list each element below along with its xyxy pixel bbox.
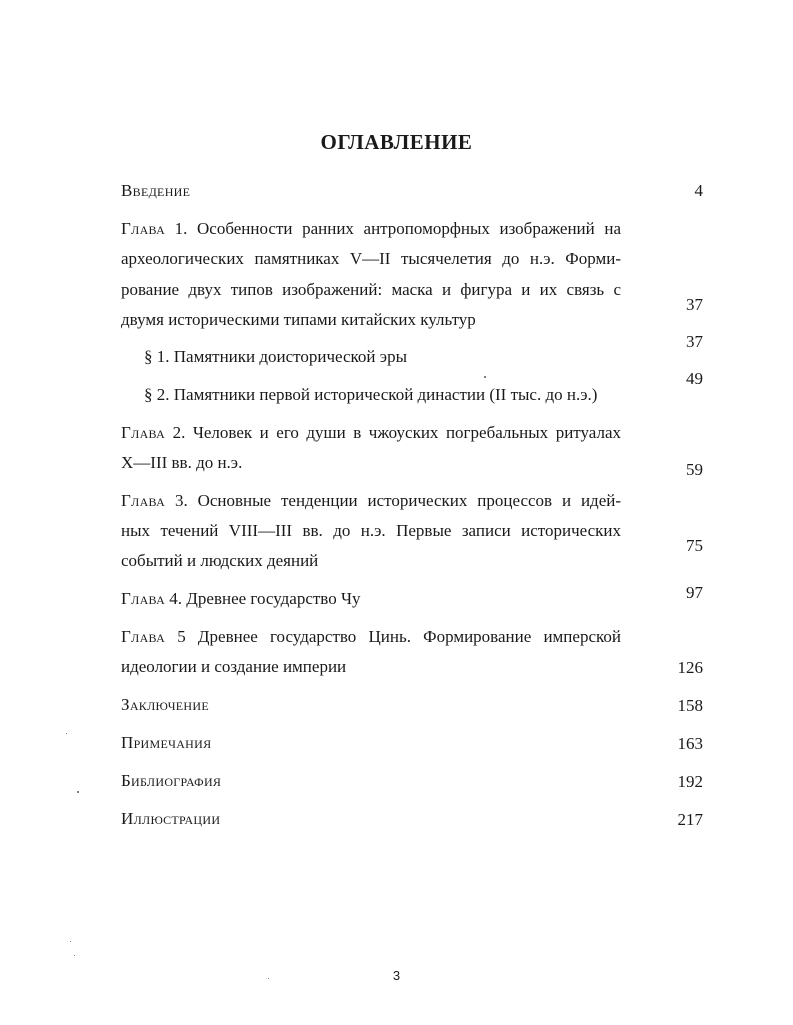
toc-page-illustrations: 217 bbox=[677, 810, 703, 829]
toc-entry-bibliography[interactable]: Библиография bbox=[121, 771, 222, 790]
toc-entry-ch4[interactable] bbox=[121, 588, 361, 610]
chapter-prefix: Глава bbox=[121, 627, 166, 646]
toc-page-ch2: 59 bbox=[686, 460, 703, 479]
toc-page-intro: 4 bbox=[694, 181, 703, 200]
toc-entry-ch5-text: 5 Древнее государство Цинь. Формирование имперской bbox=[165, 627, 621, 646]
chapter-prefix: Глава bbox=[121, 423, 166, 442]
toc-entry-ch2-text: 2. Человек и его души в чжоуских погребальных ритуалах bbox=[165, 423, 621, 442]
toc-page-ch5: 126 bbox=[677, 658, 703, 677]
toc-entry-ch1-line1[interactable] bbox=[121, 218, 621, 240]
chapter-prefix: Глава bbox=[121, 589, 166, 608]
scan-speck bbox=[66, 733, 67, 734]
toc-entry-intro[interactable]: Введение bbox=[121, 181, 191, 200]
toc-entry-ch2-line1[interactable] bbox=[121, 422, 621, 444]
chapter-prefix: Глава bbox=[121, 491, 166, 510]
toc-entry-sec2[interactable]: § 2. Памятники первой исторической династии (II тыс. до н.э.) bbox=[144, 385, 598, 404]
toc-entry-ch4-text: 4. Древнее государство Чу bbox=[165, 589, 361, 608]
scan-speck bbox=[74, 955, 75, 956]
toc-entry-ch1-line4[interactable]: двумя историческими типами китайских культур bbox=[121, 310, 476, 329]
scan-speck bbox=[77, 791, 79, 793]
toc-page-sec2: 49 bbox=[686, 369, 703, 388]
toc-entry-illustrations[interactable]: Иллюстрации bbox=[121, 809, 221, 828]
toc-entry-ch1-line2[interactable]: археологических памятниках V—II тысячелетия до н.э. Форми- bbox=[121, 249, 621, 268]
toc-entry-notes[interactable]: Примечания bbox=[121, 733, 212, 752]
toc-entry-ch5-line2[interactable]: идеологии и создание империи bbox=[121, 657, 347, 676]
toc-page-bibliography: 192 bbox=[677, 772, 703, 791]
toc-entry-ch3-text: 3. Основные тенденции исторических процессов и идей- bbox=[165, 491, 621, 510]
toc-entry-ch3-line3[interactable]: событий и людских деяний bbox=[121, 551, 319, 570]
toc-entry-ch3-line2[interactable]: ных течений VIII—III вв. до н.э. Первые записи исторических bbox=[121, 521, 621, 540]
toc-entry-ch5-line1[interactable] bbox=[121, 626, 621, 648]
toc-entry-conclusion[interactable]: Заключение bbox=[121, 695, 209, 714]
page-number: 3 bbox=[392, 968, 401, 983]
toc-page-ch1: 37 bbox=[686, 295, 703, 314]
chapter-prefix: Глава bbox=[121, 219, 166, 238]
scan-speck bbox=[484, 376, 486, 378]
toc-entry-ch1-line3[interactable]: рование двух типов изображений: маска и фигура и их связь с bbox=[121, 280, 621, 299]
toc-page-conclusion: 158 bbox=[677, 696, 703, 715]
toc-page-ch4: 97 bbox=[686, 583, 703, 602]
toc-page-notes: 163 bbox=[677, 734, 703, 753]
toc-page-ch3: 75 bbox=[686, 536, 703, 555]
toc-entry-sec1[interactable]: § 1. Памятники доисторической эры bbox=[144, 347, 408, 366]
page-title: ОГЛАВЛЕНИЕ bbox=[320, 130, 473, 154]
toc-entry-ch2-line2[interactable]: X—III вв. до н.э. bbox=[121, 453, 243, 472]
scan-speck bbox=[268, 978, 269, 979]
toc-entry-ch3-line1[interactable] bbox=[121, 490, 621, 512]
toc-entry-ch1-text: 1. Особенности ранних антропоморфных изображений на bbox=[165, 219, 621, 238]
scan-speck bbox=[70, 941, 71, 942]
toc-page-sec1: 37 bbox=[686, 332, 703, 351]
